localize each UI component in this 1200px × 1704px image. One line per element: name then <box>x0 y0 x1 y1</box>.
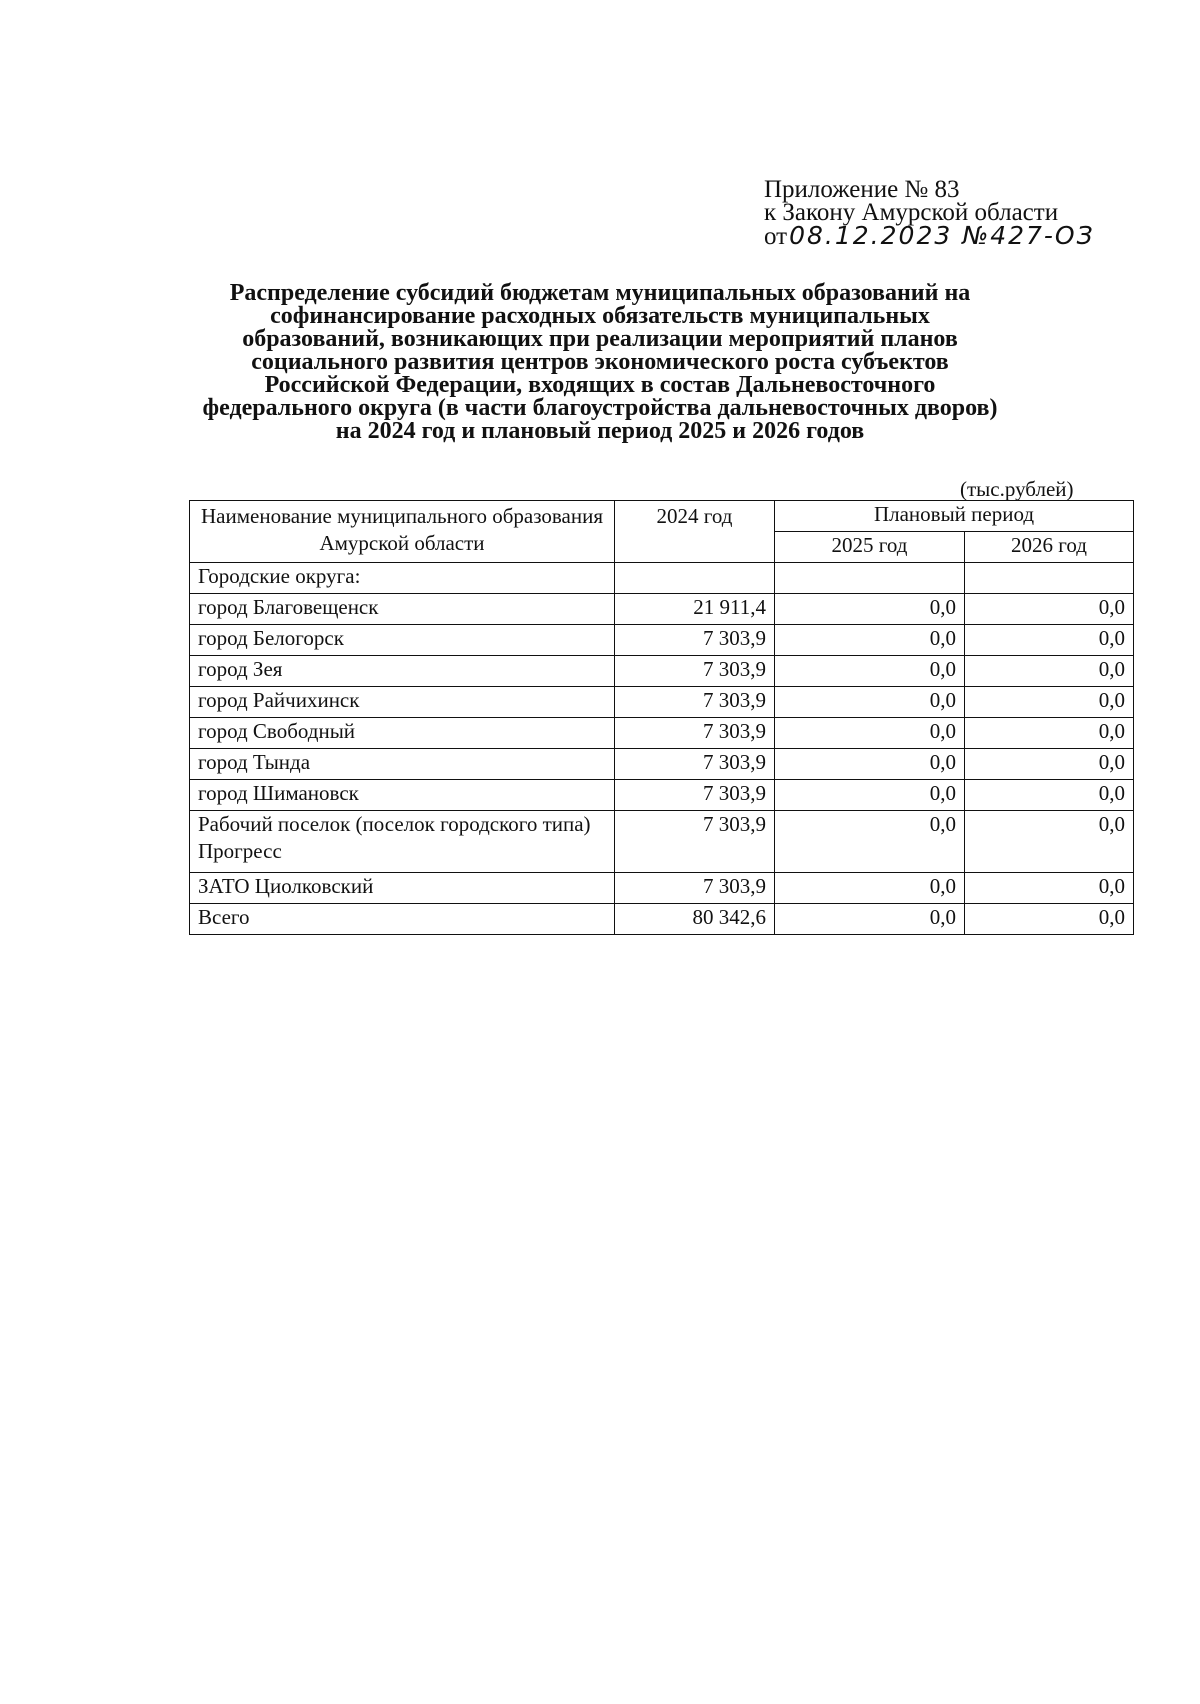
title-line-1: Распределение субсидий бюджетам муниципальных образований на <box>229 280 971 306</box>
title-line-4: социального развития центров экономического роста субъектов <box>251 349 949 375</box>
title-line-5: Российской Федерации, входящих в состав Дальневосточного <box>264 372 936 398</box>
row-2025: 0,0 <box>775 749 965 780</box>
annex-law: к Закону Амурской области <box>764 199 1059 226</box>
row-2026: 0,0 <box>965 625 1134 656</box>
row-2024: 7 303,9 <box>615 687 775 718</box>
units-label: (тыс.рублей) <box>960 477 1074 501</box>
document-title <box>150 282 1050 443</box>
row-2026: 0,0 <box>965 594 1134 625</box>
header-2026: 2026 год <box>965 532 1134 563</box>
header-2025: 2025 год <box>775 532 965 563</box>
table-row <box>190 594 1134 625</box>
row-2025: 0,0 <box>775 718 965 749</box>
section-empty-2026 <box>965 563 1134 594</box>
row-2024: 7 303,9 <box>615 718 775 749</box>
row-2025: 0,0 <box>775 780 965 811</box>
header-row-1 <box>190 501 1134 532</box>
section-label: Городские округа: <box>190 563 615 594</box>
total-2026: 0,0 <box>965 904 1134 935</box>
row-name: ЗАТО Циолковский <box>190 873 615 904</box>
table-row <box>190 718 1134 749</box>
section-empty-2024 <box>615 563 775 594</box>
table-row <box>190 780 1134 811</box>
row-2025: 0,0 <box>775 811 965 873</box>
row-name: город Зея <box>190 656 615 687</box>
row-2025: 0,0 <box>775 656 965 687</box>
row-name: город Свободный <box>190 718 615 749</box>
row-2024: 7 303,9 <box>615 873 775 904</box>
section-empty-2025 <box>775 563 965 594</box>
annex-number: Приложение № 83 <box>764 176 960 203</box>
header-2024: 2024 год <box>615 501 775 563</box>
total-label: Всего <box>190 904 615 935</box>
row-2025: 0,0 <box>775 873 965 904</box>
table-row <box>190 625 1134 656</box>
title-line-6: федерального округа (в части благоустройства дальневосточных дворов) <box>202 395 998 421</box>
row-2024: 7 303,9 <box>615 656 775 687</box>
header-name: Наименование муниципального образования Амурской области <box>190 501 615 563</box>
row-2026: 0,0 <box>965 718 1134 749</box>
annex-handwritten-date: 08.12.2023 №427-ОЗ <box>789 221 1095 250</box>
total-2024: 80 342,6 <box>615 904 775 935</box>
title-line-7: на 2024 год и плановый период 2025 и 2026 годов <box>335 418 865 444</box>
table-row <box>190 656 1134 687</box>
row-2026: 0,0 <box>965 687 1134 718</box>
section-row <box>190 563 1134 594</box>
title-line-3: образований, возникающих при реализации мероприятий планов <box>242 326 958 352</box>
table-row <box>190 873 1134 904</box>
row-name: город Райчихинск <box>190 687 615 718</box>
row-name: город Благовещенск <box>190 594 615 625</box>
row-name: Рабочий поселок (поселок городского типа) Прогресс <box>190 811 615 873</box>
row-name: город Шимановск <box>190 780 615 811</box>
total-2025: 0,0 <box>775 904 965 935</box>
row-2026: 0,0 <box>965 811 1134 873</box>
annex-block <box>764 178 1095 248</box>
row-2025: 0,0 <box>775 594 965 625</box>
row-2026: 0,0 <box>965 656 1134 687</box>
title-line-2: софинансирование расходных обязательств муниципальных <box>270 303 930 329</box>
total-row <box>190 904 1134 935</box>
row-2024: 21 911,4 <box>615 594 775 625</box>
row-2024: 7 303,9 <box>615 780 775 811</box>
table-row <box>190 687 1134 718</box>
row-2024: 7 303,9 <box>615 749 775 780</box>
row-name: город Белогорск <box>190 625 615 656</box>
annex-date-line <box>764 221 1095 250</box>
row-2024: 7 303,9 <box>615 811 775 873</box>
header-plan-period: Плановый период <box>775 501 1134 532</box>
row-name: город Тында <box>190 749 615 780</box>
subsidy-table <box>189 500 1134 935</box>
row-2026: 0,0 <box>965 749 1134 780</box>
row-2026: 0,0 <box>965 780 1134 811</box>
annex-date-prefix: от <box>764 223 788 250</box>
row-2024: 7 303,9 <box>615 625 775 656</box>
row-2026: 0,0 <box>965 873 1134 904</box>
row-2025: 0,0 <box>775 625 965 656</box>
table-row <box>190 749 1134 780</box>
row-2025: 0,0 <box>775 687 965 718</box>
table-row <box>190 811 1134 873</box>
